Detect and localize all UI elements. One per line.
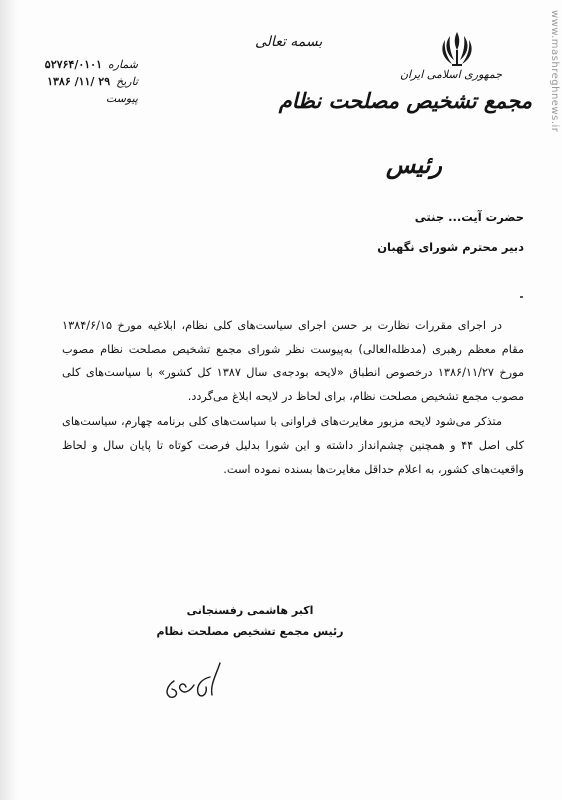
meta-number-row — [18, 56, 138, 73]
org-name: مجمع تشخیص مصلحت نظام — [278, 88, 532, 113]
letter-body — [62, 314, 524, 481]
meta-attachment-row — [18, 90, 138, 107]
handwritten-signature — [150, 655, 230, 705]
signer-position: رئیس مجمع تشخیص مصلحت نظام — [156, 625, 344, 638]
org-subtitle: جمهوری اسلامی ایران — [399, 68, 502, 81]
body-paragraph-2: متذکر می‌شود لایحه مزبور مغایرت‌های فراوانی با سیاست‌های کلی برنامه چهارم، سیاست‌های کلی اصل ۴۴ و همچنین چشم‌انداز داشته و این شورا بدلیل فرصت کوتاه تا پایان سال و لحاظ واقعیت‌های کشور، به اعلام حداقل مغایرت‌ها بسنده نموده است. — [62, 415, 524, 476]
number-label: شماره — [107, 58, 138, 71]
bismillah-heading: بسمه تعالی — [255, 34, 323, 50]
salutation-position: دبیر محترم شورای نگهبان — [377, 240, 524, 254]
office-title: رئیس — [385, 150, 442, 179]
attachment-label: پیوست — [105, 92, 138, 105]
signer-block — [150, 600, 350, 642]
date-label: تاریخ — [116, 75, 138, 88]
watermark: www.mashreghnews.ir — [549, 10, 560, 133]
letter-meta — [18, 56, 138, 107]
iran-emblem-icon — [440, 30, 474, 68]
scan-speck — [520, 296, 523, 298]
number-value: ۵۲۷۶۴/۰۱۰۱ — [44, 58, 102, 71]
body-paragraph-1: در اجرای مقررات نظارت بر حسن اجرای سیاست‌های کلی نظام، ابلاغیه مورخ ۱۳۸۴/۶/۱۵ مقام معظم رهبری (مدظله‌العالی) به‌پیوست نظر شورای مجمع تشخیص مصلحت نظام مصوب مورخ ۱۳۸۶/۱۱/۲۷ درخصوص انطباق «لایحه بودجه‌ی سال ۱۳۸۷ کل کشور» با سیاست‌های کلی مصوب مجمع تشخیص مصلحت نظام، برای لحاظ در لایحه ابلاغ می‌گردد. — [62, 319, 524, 403]
meta-date-row — [18, 73, 138, 90]
date-value: ۲۹ /۱۱/ ۱۳۸۶ — [47, 75, 111, 88]
scan-edge-shadow — [0, 0, 18, 800]
signer-name: اکبر هاشمی رفسنجانی — [186, 604, 314, 617]
salutation-recipient: حضرت آیت... جنتی — [414, 210, 524, 224]
